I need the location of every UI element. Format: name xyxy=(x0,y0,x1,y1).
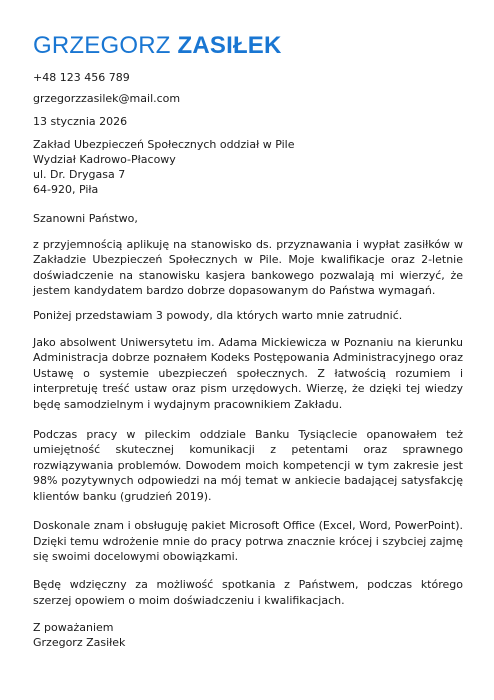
phone-number: +48 123 456 789 xyxy=(33,71,130,84)
letter-date: 13 stycznia 2026 xyxy=(33,115,128,128)
first-name: GRZEGORZ xyxy=(33,32,171,59)
recipient-line-1: Zakład Ubezpieczeń Społecznych oddział w Pile xyxy=(33,138,295,151)
paragraph-experience: Podczas pracy w pileckim oddziale Banku Tysiąclecie opanowałem też umiejętność skutecznej komunikacji z petentami oraz sprawnego rozwiązywania problemów. Dowodem moich kompetencji w tym zakresie jest 98% pozytywnych odpowiedzi na mój temat w ankiecie badającej satysfakcję klientów banku (grudzień 2019). xyxy=(33,428,463,503)
signature: Grzegorz Zasiłek xyxy=(33,636,126,650)
paragraph-skills: Doskonale znam i obsługuję pakiet Microsoft Office (Excel, Word, PowerPoint). Dzięki temu wdrożenie mnie do pracy potrwa znacznie krócej i szybciej zajmę się swoimi docelowymi obowiązkami. xyxy=(33,519,463,563)
greeting: Szanowni Państwo, xyxy=(33,212,138,225)
recipient-address xyxy=(33,137,463,197)
applicant-name xyxy=(33,32,463,60)
email-address: grzegorzzasilek@mail.com xyxy=(33,92,181,105)
paragraph-reasons-intro: Poniżej przedstawiam 3 powody, dla których warto mnie zatrudnić. xyxy=(33,308,403,322)
paragraph-education: Jako absolwent Uniwersytetu im. Adama Mickiewicza w Poznaniu na kierunku Administracja dobrze poznałem Kodeks Postępowania Administracyjnego oraz Ustawę o systemie ubezpieczeń społecznych. Z łatwością rozumiem i interpretuję treść ustaw oraz pism urzędowych. Wierzę, że dzięki tej wiedzy będę samodzielnym i wydajnym pracownikiem Zakładu. xyxy=(33,336,463,411)
last-name: ZASIŁEK xyxy=(177,32,282,59)
closing-block xyxy=(33,620,463,650)
recipient-line-3: ul. Dr. Drygasa 7 xyxy=(33,168,126,181)
paragraph-thanks: Będę wdzięczny za możliwość spotkania z Państwem, podczas którego szerzej opowiem o moim doświadczeniu i kwalifikacjach. xyxy=(33,578,463,607)
recipient-line-2: Wydział Kadrowo-Płacowy xyxy=(33,153,176,166)
paragraph-intro: z przyjemnością aplikuję na stanowisko ds. przyznawania i wypłat zasiłków w Zakładzie Ubezpieczeń Społecznych w Pile. Moje kwalifikacje oraz 2-letnie doświadczenie na stanowisku kasjera bankowego pozwalają mi wierzyć, że jestem kandydatem bardzo dobrze dopasowanym do Państwa wymagań. xyxy=(33,238,463,298)
recipient-line-4: 64-920, Piła xyxy=(33,183,99,196)
cover-letter xyxy=(33,32,463,650)
valediction: Z poważaniem xyxy=(33,621,114,635)
